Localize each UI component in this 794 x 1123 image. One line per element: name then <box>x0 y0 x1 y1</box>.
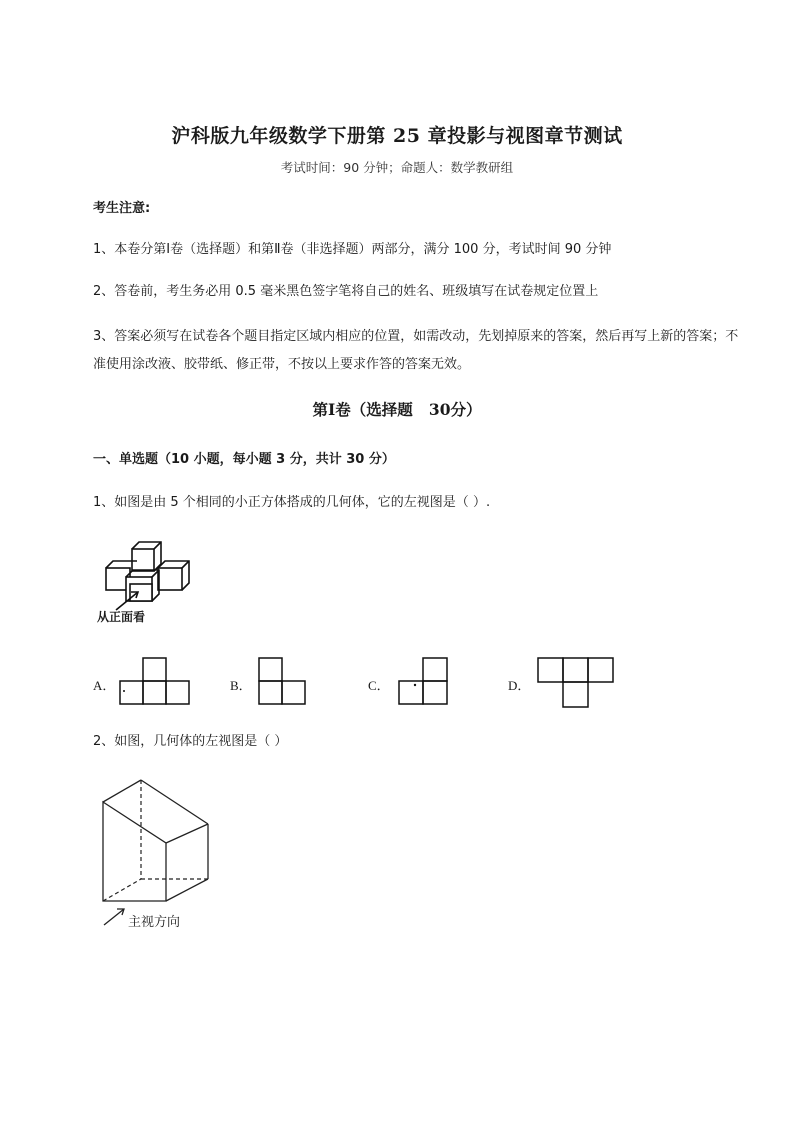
question-2-figure-caption: 主视方向 <box>128 915 181 930</box>
part-heading: 一、单选题（10 小题，每小题 3 分，共计 30 分） <box>93 452 395 467</box>
option-b-label: B． <box>230 678 252 693</box>
option-a-label: A． <box>93 678 116 693</box>
option-d-figure[interactable] <box>537 657 615 709</box>
question-1-figure-caption: 从正面看 <box>97 610 146 624</box>
question-2-figure <box>98 778 218 928</box>
question-2-text: 2、如图，几何体的左视图是（ ） <box>93 734 288 749</box>
option-b-figure[interactable] <box>258 657 308 707</box>
option-c-figure[interactable] <box>398 657 450 707</box>
option-c-label: C． <box>368 678 390 693</box>
page-title: 沪科版九年级数学下册第 25 章投影与视图章节测试 <box>171 125 623 147</box>
notice-item-3: 3、答案必须写在试卷各个题目指定区域内相应的位置，如需改动，先划掉原来的答案，然后再写上新的答案；不准使用涂改液、胶带纸、修正带，不按以上要求作答的答案无效。 <box>93 329 739 372</box>
exam-info: 考试时间：90 分钟；命题人：数学教研组 <box>280 160 514 175</box>
notice-heading: 考生注意: <box>93 201 151 216</box>
notice-item-1: 1、本卷分第Ⅰ卷（选择题）和第Ⅱ卷（非选择题）两部分，满分 100 分，考试时间 90 分钟 <box>93 242 612 257</box>
section-title: 第Ⅰ卷（选择题 30分） <box>312 400 482 419</box>
question-1-text: 1、如图是由 5 个相同的小正方体搭成的几何体，它的左视图是（ ）. <box>93 495 491 510</box>
notice-item-2: 2、答卷前，考生务必用 0.5 毫米黑色签字笔将自己的姓名、班级填写在试卷规定位置上 <box>93 284 599 299</box>
option-a-figure[interactable] <box>119 657 191 707</box>
option-d-label: D． <box>508 678 531 693</box>
